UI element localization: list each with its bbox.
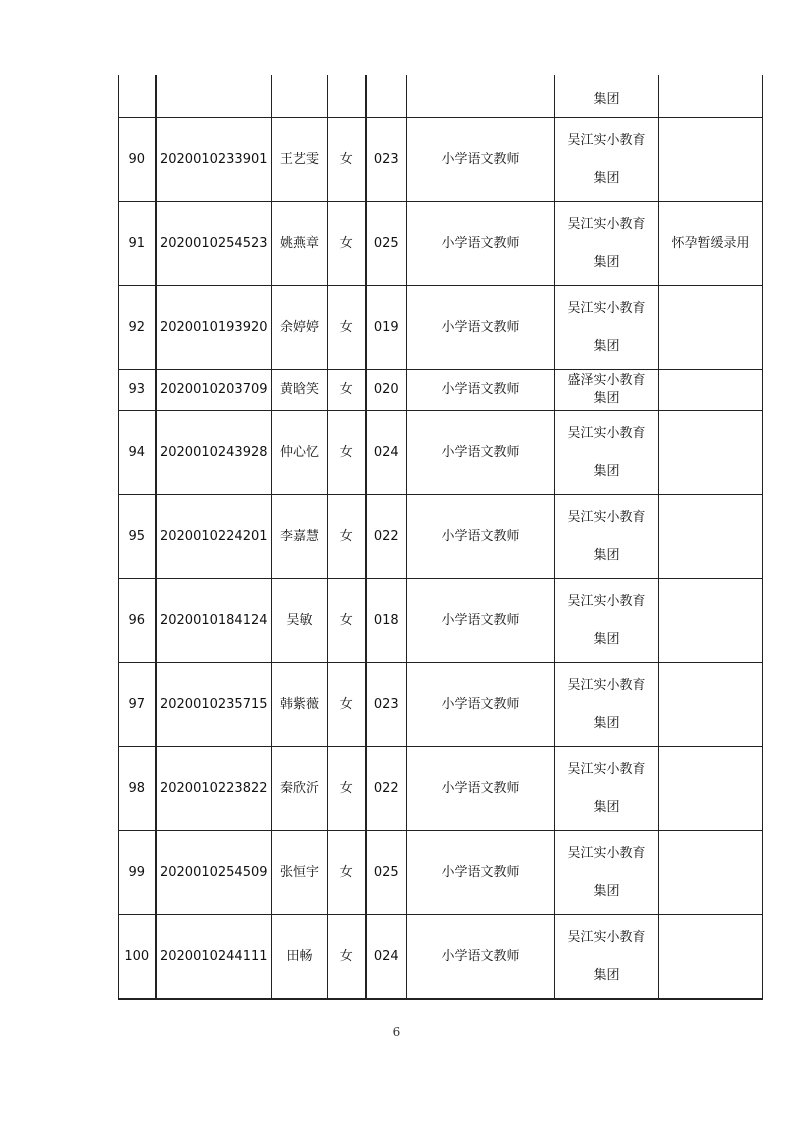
exam-id-cell: 2020010223822 — [156, 747, 272, 831]
unit-line-1: 吴江实小教育 — [567, 929, 646, 945]
note-cell — [659, 118, 763, 202]
name-cell: 姚燕章 — [272, 202, 328, 286]
name-cell: 王艺雯 — [272, 118, 328, 202]
note-cell — [659, 663, 763, 747]
position-cell: 小学语文教师 — [407, 579, 555, 663]
unit-cell — [555, 75, 659, 118]
unit-line-2: 集团 — [593, 92, 620, 107]
table-row — [119, 747, 763, 831]
no-cell: 98 — [119, 747, 156, 831]
gender-cell: 女 — [328, 118, 366, 202]
unit-cell — [555, 202, 659, 286]
unit-line-2: 集团 — [593, 338, 620, 354]
gender-cell: 女 — [328, 370, 366, 411]
table-row — [119, 495, 763, 579]
position-cell: 小学语文教师 — [407, 202, 555, 286]
unit-line-2: 集团 — [593, 463, 620, 479]
no-cell: 99 — [119, 831, 156, 915]
note-cell — [659, 495, 763, 579]
no-cell: 94 — [119, 411, 156, 495]
unit-cell — [555, 286, 659, 370]
candidate-table — [118, 75, 763, 1000]
unit-cell — [555, 411, 659, 495]
exam-id-cell: 2020010224201 — [156, 495, 272, 579]
no-cell: 95 — [119, 495, 156, 579]
position-cell: 小学语文教师 — [407, 915, 555, 1000]
unit-cell — [555, 663, 659, 747]
table-row — [119, 202, 763, 286]
position-cell: 小学语文教师 — [407, 831, 555, 915]
note-cell — [659, 286, 763, 370]
unit-line-1: 吴江实小教育 — [567, 300, 646, 316]
no-cell: 92 — [119, 286, 156, 370]
name-cell: 秦欣沂 — [272, 747, 328, 831]
note-cell — [659, 747, 763, 831]
exam-id-cell: 2020010244111 — [156, 915, 272, 1000]
position-code-cell — [366, 75, 407, 118]
name-cell: 李嘉慧 — [272, 495, 328, 579]
unit-line-2: 集团 — [593, 547, 620, 563]
unit-cell — [555, 831, 659, 915]
note-cell — [659, 370, 763, 411]
unit-line-1: 吴江实小教育 — [567, 509, 646, 525]
exam-id-cell: 2020010233901 — [156, 118, 272, 202]
position-code-cell: 025 — [366, 831, 407, 915]
unit-line-1: 吴江实小教育 — [567, 425, 646, 441]
note-cell — [659, 831, 763, 915]
gender-cell: 女 — [328, 747, 366, 831]
table-row — [119, 915, 763, 1000]
unit-line-1: 吴江实小教育 — [567, 845, 646, 861]
name-cell: 韩紫薇 — [272, 663, 328, 747]
unit-line-1: 吴江实小教育 — [567, 761, 646, 777]
no-cell — [119, 75, 156, 118]
unit-cell — [555, 915, 659, 1000]
exam-id-cell: 2020010184124 — [156, 579, 272, 663]
position-code-cell: 023 — [366, 663, 407, 747]
position-code-cell: 024 — [366, 411, 407, 495]
position-code-cell: 019 — [366, 286, 407, 370]
note-cell — [659, 915, 763, 1000]
unit-line-1: 吴江实小教育 — [567, 677, 646, 693]
position-code-cell: 022 — [366, 747, 407, 831]
page-number: 6 — [392, 1025, 401, 1039]
position-code-cell: 020 — [366, 370, 407, 411]
table-row — [119, 411, 763, 495]
table-row — [119, 118, 763, 202]
name-cell — [272, 75, 328, 118]
no-cell: 100 — [119, 915, 156, 1000]
no-cell: 91 — [119, 202, 156, 286]
position-code-cell: 025 — [366, 202, 407, 286]
gender-cell: 女 — [328, 495, 366, 579]
name-cell: 仲心忆 — [272, 411, 328, 495]
no-cell: 96 — [119, 579, 156, 663]
exam-id-cell: 2020010235715 — [156, 663, 272, 747]
position-cell: 小学语文教师 — [407, 370, 555, 411]
position-code-cell: 018 — [366, 579, 407, 663]
unit-line-2: 集团 — [593, 254, 620, 270]
name-cell: 黄晗笑 — [272, 370, 328, 411]
name-cell: 田畅 — [272, 915, 328, 1000]
exam-id-cell — [156, 75, 272, 118]
name-cell: 吴敏 — [272, 579, 328, 663]
note-cell — [659, 411, 763, 495]
position-code-cell: 023 — [366, 118, 407, 202]
unit-cell — [555, 747, 659, 831]
table-row — [119, 370, 763, 411]
unit-line-2: 集团 — [593, 799, 620, 815]
table-row — [119, 579, 763, 663]
exam-id-cell: 2020010254509 — [156, 831, 272, 915]
position-code-cell: 024 — [366, 915, 407, 1000]
exam-id-cell: 2020010243928 — [156, 411, 272, 495]
unit-line-2: 集团 — [593, 715, 620, 731]
position-cell: 小学语文教师 — [407, 411, 555, 495]
unit-line-2: 集团 — [593, 631, 620, 647]
gender-cell: 女 — [328, 915, 366, 1000]
unit-cell — [555, 579, 659, 663]
position-code-cell: 022 — [366, 495, 407, 579]
exam-id-cell: 2020010254523 — [156, 202, 272, 286]
position-cell — [407, 75, 555, 118]
gender-cell: 女 — [328, 411, 366, 495]
unit-cell — [555, 370, 659, 411]
no-cell: 93 — [119, 370, 156, 411]
unit-cell — [555, 495, 659, 579]
unit-line-2: 集团 — [593, 170, 620, 186]
gender-cell: 女 — [328, 579, 366, 663]
note-cell — [659, 75, 763, 118]
no-cell: 97 — [119, 663, 156, 747]
exam-id-cell: 2020010193920 — [156, 286, 272, 370]
unit-line-2: 集团 — [593, 391, 620, 406]
unit-line-1: 吴江实小教育 — [567, 216, 646, 232]
unit-line-1: 吴江实小教育 — [567, 132, 646, 148]
unit-line-1: 吴江实小教育 — [567, 593, 646, 609]
gender-cell: 女 — [328, 663, 366, 747]
no-cell: 90 — [119, 118, 156, 202]
gender-cell: 女 — [328, 202, 366, 286]
position-cell: 小学语文教师 — [407, 286, 555, 370]
unit-line-2: 集团 — [593, 883, 620, 899]
note-cell: 怀孕暂缓录用 — [659, 202, 763, 286]
table-row — [119, 831, 763, 915]
table-row — [119, 663, 763, 747]
note-cell — [659, 579, 763, 663]
position-cell: 小学语文教师 — [407, 118, 555, 202]
gender-cell: 女 — [328, 831, 366, 915]
unit-line-2: 集团 — [593, 967, 620, 983]
continued-row — [119, 75, 763, 118]
position-cell: 小学语文教师 — [407, 663, 555, 747]
position-cell: 小学语文教师 — [407, 747, 555, 831]
gender-cell: 女 — [328, 286, 366, 370]
position-cell: 小学语文教师 — [407, 495, 555, 579]
name-cell: 余婷婷 — [272, 286, 328, 370]
unit-cell — [555, 118, 659, 202]
exam-id-cell: 2020010203709 — [156, 370, 272, 411]
unit-line-1: 盛泽实小教育 — [567, 373, 646, 388]
name-cell: 张恒宇 — [272, 831, 328, 915]
gender-cell — [328, 75, 366, 118]
table-row — [119, 286, 763, 370]
